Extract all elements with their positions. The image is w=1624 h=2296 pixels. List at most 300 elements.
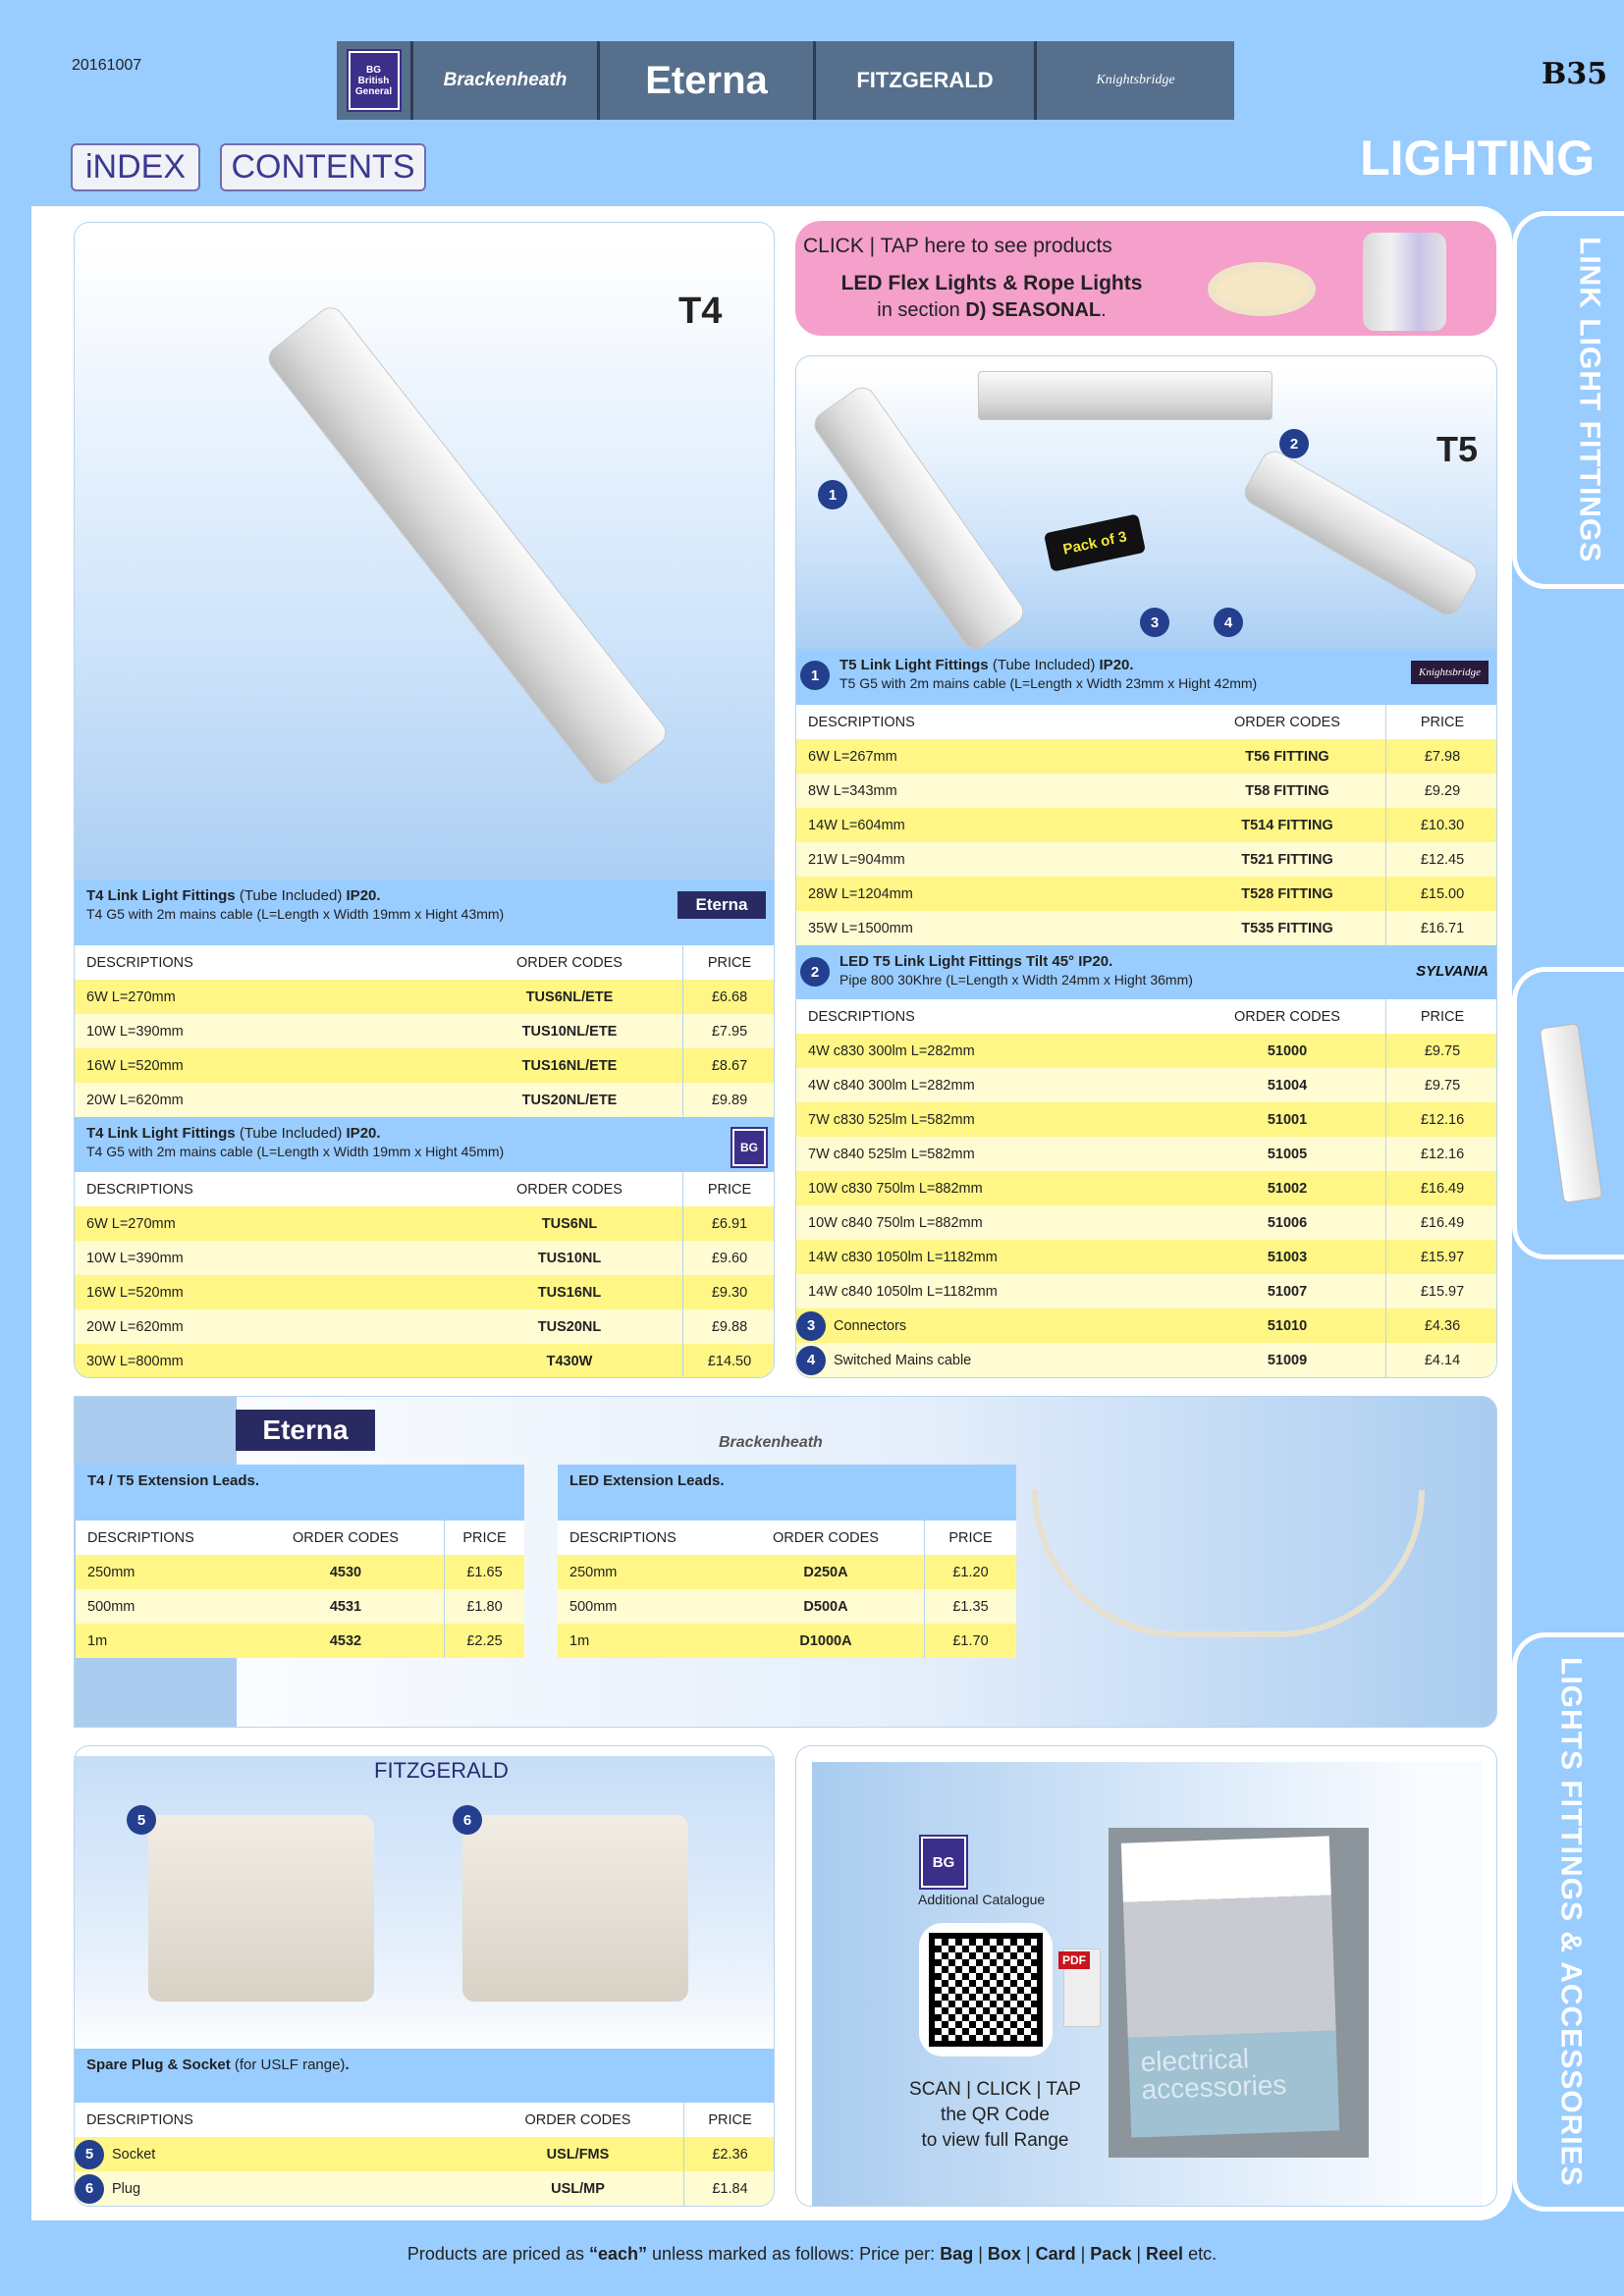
t5-label: T5 <box>1436 429 1479 469</box>
t4-card <box>74 222 775 1378</box>
side-tab-link-light-fittings[interactable] <box>1512 211 1624 589</box>
price-cell: £16.49 <box>1385 1205 1497 1240</box>
price-cell: £1.84 <box>683 2171 775 2206</box>
desc-cell <box>75 1354 457 1369</box>
price-cell: £9.88 <box>682 1309 775 1344</box>
plug-socket-photo <box>75 1756 774 2058</box>
callout-2: 2 <box>1279 429 1309 458</box>
table-title-band <box>796 649 1497 705</box>
table-row[interactable] <box>796 1068 1497 1102</box>
desc-cell <box>796 1147 1189 1162</box>
code-cell: 51002 <box>1267 1180 1308 1197</box>
promo-section-name: D) SEASONAL <box>965 299 1102 321</box>
led-t5-tilt-image <box>1240 447 1483 620</box>
brand-logo-strip <box>337 41 1234 120</box>
table-title <box>86 2056 350 2074</box>
callout-4: 4 <box>1214 608 1243 637</box>
desc-cell <box>796 1311 1189 1341</box>
code-cell: TUS16NL/ETE <box>521 1057 618 1074</box>
desc-cell <box>796 749 1189 765</box>
table-row[interactable] <box>796 911 1497 945</box>
table-title-note: (Tube Included) <box>239 887 343 904</box>
unit-bag: Bag <box>940 2244 974 2264</box>
code-cell: ORDER CODES <box>524 2111 631 2128</box>
code-cell: 4532 <box>329 1632 362 1649</box>
catalogue-date: 20161007 <box>72 57 142 74</box>
desc-text: DESCRIPTIONS <box>86 1181 193 1198</box>
code-cell: 51007 <box>1267 1283 1308 1300</box>
table-title <box>86 887 504 905</box>
callout-5: 5 <box>127 1805 156 1835</box>
item-badge: 4 <box>796 1346 826 1375</box>
table-title-main: T5 Link Light Fittings <box>839 657 989 673</box>
socket-image <box>148 1815 374 2002</box>
table-row[interactable] <box>75 1344 775 1378</box>
price-cell: PRICE <box>682 945 775 980</box>
table-subtitle: Pipe 800 30Khre (L=Length x Width 24mm x Hight 36mm) <box>839 972 1193 988</box>
t5-fitting-image <box>809 382 1029 655</box>
code-cell: 51009 <box>1267 1352 1308 1368</box>
code-cell: 4531 <box>329 1598 362 1615</box>
table-row[interactable] <box>75 1014 775 1048</box>
extension-leads-section <box>74 1396 1497 1728</box>
item-badge: 3 <box>796 1311 826 1341</box>
qr-code[interactable] <box>919 1923 1053 2056</box>
table-title-note: (Tube Included) <box>239 1125 343 1142</box>
desc-cell <box>76 1565 247 1580</box>
catalogue-cover[interactable] <box>1109 1828 1369 2158</box>
code-cell: 51003 <box>1267 1249 1308 1265</box>
table-row[interactable] <box>76 1624 524 1658</box>
contents-button[interactable]: CONTENTS <box>220 143 426 191</box>
price-cell: £1.20 <box>924 1555 1016 1589</box>
cta-line-3: to view full Range <box>921 2130 1069 2151</box>
table-row[interactable] <box>796 1274 1497 1308</box>
fitzgerald-logo[interactable]: FITZGERALD <box>816 41 1037 120</box>
t5-product-photo <box>796 366 1496 659</box>
desc-text: 14W L=604mm <box>808 817 905 833</box>
t4-eterna-table <box>75 880 775 1117</box>
table-row[interactable] <box>796 1137 1497 1171</box>
desc-text: 30W L=800mm <box>86 1353 184 1369</box>
code-cell: TUS6NL <box>541 1215 598 1232</box>
pdf-label: PDF <box>1058 1951 1090 1969</box>
table-header-row <box>558 1521 1016 1555</box>
desc-cell <box>796 783 1189 799</box>
code-cell: TUS6NL/ETE <box>525 988 614 1005</box>
desc-cell <box>796 1346 1189 1375</box>
desc-text: 16W L=520mm <box>86 1284 184 1301</box>
eterna-logo: Eterna <box>236 1410 375 1451</box>
led-extension-table <box>558 1465 1016 1658</box>
desc-cell <box>796 1043 1189 1059</box>
brackenheath-logo: Brackenheath <box>719 1434 823 1451</box>
price-cell: £9.30 <box>682 1275 775 1309</box>
desc-cell <box>796 1009 1189 1025</box>
table-header-row <box>75 2103 775 2137</box>
desc-text: 7W c830 525lm L=582mm <box>808 1111 975 1128</box>
price-cell: £1.70 <box>924 1624 1016 1658</box>
item-badge: 5 <box>75 2140 104 2169</box>
table-row[interactable] <box>75 1206 775 1241</box>
item-badge: 6 <box>75 2174 104 2204</box>
table-title-main: T4 Link Light Fittings <box>86 887 236 904</box>
t4-bg-table <box>75 1117 775 1378</box>
led-t5-fitting-image <box>978 371 1272 420</box>
callout-6: 6 <box>453 1805 482 1835</box>
desc-text: Connectors <box>834 1317 907 1334</box>
table-title-main: Spare Plug & Socket <box>86 2056 231 2073</box>
price-cell: PRICE <box>683 2103 775 2137</box>
desc-text: 4W c830 300lm L=282mm <box>808 1042 975 1059</box>
desc-text: 35W L=1500mm <box>808 920 913 936</box>
price-cell: £9.89 <box>682 1083 775 1117</box>
price-cell: £6.91 <box>682 1206 775 1241</box>
code-cell: 51006 <box>1267 1214 1308 1231</box>
table-row[interactable] <box>796 1240 1497 1274</box>
section-title: LIGHTING <box>1360 131 1595 186</box>
price-cell: £9.75 <box>1385 1068 1497 1102</box>
desc-text: DESCRIPTIONS <box>808 714 915 730</box>
table-row[interactable] <box>796 1102 1497 1137</box>
desc-text: 10W L=390mm <box>86 1250 184 1266</box>
price-cell: £10.30 <box>1385 808 1497 842</box>
code-cell: 51000 <box>1267 1042 1308 1059</box>
price-cell: £4.36 <box>1385 1308 1497 1343</box>
table-title <box>569 1472 725 1490</box>
code-cell: D250A <box>803 1564 848 1580</box>
price-cell: £4.14 <box>1385 1343 1497 1377</box>
code-cell: ORDER CODES <box>516 954 623 971</box>
extension-lead-image <box>1032 1490 1425 1637</box>
desc-cell <box>558 1599 728 1615</box>
t5-card <box>795 355 1497 1378</box>
desc-cell <box>76 1599 247 1615</box>
desc-text: DESCRIPTIONS <box>808 1008 915 1025</box>
price-cell: PRICE <box>444 1521 524 1555</box>
desc-text: 8W L=343mm <box>808 782 897 799</box>
footer-mid: unless marked as follows: Price per: <box>652 2244 936 2264</box>
desc-cell <box>75 2112 472 2128</box>
table-title-note: (Tube Included) <box>992 657 1096 673</box>
desc-text: 6W L=270mm <box>86 988 176 1005</box>
desc-text: 250mm <box>87 1564 135 1580</box>
table-title <box>87 1472 259 1490</box>
table-row[interactable] <box>75 1275 775 1309</box>
price-cell: £2.25 <box>444 1624 524 1658</box>
table-title-suffix: . <box>345 2056 350 2073</box>
price-cell: £9.75 <box>1385 1034 1497 1068</box>
t4-label: T4 <box>678 291 723 332</box>
item-badge: 2 <box>800 957 830 987</box>
table-title <box>86 1125 504 1143</box>
desc-cell <box>75 2174 472 2204</box>
code-cell: TUS16NL <box>537 1284 602 1301</box>
unit-pack: Pack <box>1090 2244 1132 2264</box>
table-title-note: (for USLF range) <box>234 2056 346 2073</box>
unit-card: Card <box>1035 2244 1076 2264</box>
led-t5-table <box>796 945 1497 1377</box>
desc-cell <box>558 1633 728 1649</box>
desc-text: DESCRIPTIONS <box>86 2111 193 2128</box>
desc-cell <box>75 1058 457 1074</box>
desc-cell <box>558 1530 728 1546</box>
desc-cell <box>558 1565 728 1580</box>
item-badge: 1 <box>800 661 830 690</box>
table-subtitle: T5 G5 with 2m mains cable (L=Length x Width 23mm x Hight 42mm) <box>839 675 1258 691</box>
price-cell: £15.97 <box>1385 1240 1497 1274</box>
desc-text: 20W L=620mm <box>86 1092 184 1108</box>
table-title-block <box>839 953 1193 988</box>
desc-cell <box>796 1078 1189 1094</box>
side-tab-lights-fittings-accessories[interactable] <box>1512 1632 1624 2212</box>
table-title-band <box>75 880 775 945</box>
desc-text: 28W L=1204mm <box>808 885 913 902</box>
brand-logo: Knightsbridge <box>1411 661 1489 684</box>
brand-logo: BG <box>732 1129 766 1166</box>
table-title-main: T4 Link Light Fittings <box>86 1125 236 1142</box>
table-row[interactable] <box>76 1555 524 1589</box>
knightsbridge-logo[interactable]: Knightsbridge <box>1096 73 1175 87</box>
price-cell: £15.97 <box>1385 1274 1497 1308</box>
unit-reel: Reel <box>1146 2244 1184 2264</box>
eterna-logo[interactable]: Eterna <box>600 41 816 120</box>
table-header-row <box>75 945 775 980</box>
table-row[interactable] <box>796 877 1497 911</box>
promo-line1: here to see products <box>924 235 1112 257</box>
table-subtitle: T4 G5 with 2m mains cable (L=Length x Width 19mm x Hight 45mm) <box>86 1144 505 1159</box>
desc-cell <box>76 1530 247 1546</box>
code-cell: 51010 <box>1267 1317 1308 1334</box>
table-subtitle: T4 G5 with 2m mains cable (L=Length x Width 19mm x Hight 43mm) <box>86 906 505 922</box>
table-row[interactable] <box>796 739 1497 774</box>
desc-cell <box>796 818 1189 833</box>
price-cell: £16.71 <box>1385 911 1497 945</box>
code-cell: TUS10NL <box>537 1250 602 1266</box>
code-cell: T58 FITTING <box>1245 782 1329 799</box>
spare-plug-card <box>74 1745 775 2207</box>
price-cell: £6.68 <box>682 980 775 1014</box>
code-cell: ORDER CODES <box>293 1529 399 1546</box>
price-cell: PRICE <box>682 1172 775 1206</box>
index-button[interactable]: iNDEX <box>71 143 200 191</box>
code-cell: T535 FITTING <box>1241 920 1333 936</box>
desc-cell <box>75 1251 457 1266</box>
callout-1: 1 <box>818 480 847 509</box>
desc-text: 500mm <box>569 1598 618 1615</box>
table-title-block <box>86 887 504 923</box>
footer-end: etc. <box>1188 2244 1218 2264</box>
price-cell: £9.60 <box>682 1241 775 1275</box>
table-header-row <box>796 705 1497 739</box>
code-cell: TUS10NL/ETE <box>521 1023 618 1040</box>
pack-of-3-label: Pack of 3 <box>1044 513 1146 572</box>
cta-line-2: the QR Code <box>941 2105 1050 2125</box>
promo-period: . <box>1101 299 1107 321</box>
code-cell: TUS20NL/ETE <box>521 1092 618 1108</box>
promo-section-pre: in section <box>877 299 960 321</box>
desc-text: 1m <box>87 1632 108 1649</box>
side-tab-label: LIGHTS FITTINGS & ACCESSORIES <box>1554 1657 1588 2187</box>
desc-text: 7W c840 525lm L=582mm <box>808 1146 975 1162</box>
table-title-suffix: IP20. <box>346 1125 381 1142</box>
table-header-row <box>796 999 1497 1034</box>
desc-cell <box>796 921 1189 936</box>
table-title-block <box>87 1472 259 1490</box>
code-cell: USL/MP <box>551 2180 605 2197</box>
desc-text: 6W L=270mm <box>86 1215 176 1232</box>
table-row[interactable] <box>76 1589 524 1624</box>
table-row[interactable] <box>75 2171 775 2206</box>
cover-title: electrical accessories <box>1140 2043 1287 2106</box>
desc-text: 21W L=904mm <box>808 851 905 868</box>
table-row[interactable] <box>75 1241 775 1275</box>
fitzgerald-logo: FITZGERALD <box>374 1758 509 1783</box>
desc-cell <box>796 1215 1189 1231</box>
table-row[interactable] <box>796 1308 1497 1343</box>
footer-pre: Products are priced as <box>406 2244 584 2264</box>
desc-text: Switched Mains cable <box>834 1352 972 1368</box>
desc-cell <box>76 1633 247 1649</box>
callout-3: 3 <box>1140 608 1169 637</box>
unit-box: Box <box>987 2244 1021 2264</box>
desc-text: 10W c840 750lm L=882mm <box>808 1214 983 1231</box>
table-row[interactable] <box>558 1555 1016 1589</box>
desc-text: 16W L=520mm <box>86 1057 184 1074</box>
desc-text: Socket <box>112 2146 156 2163</box>
table-title-block <box>86 1125 504 1160</box>
price-cell: £12.45 <box>1385 842 1497 877</box>
t4-product-photo <box>75 246 774 903</box>
spare-plug-table <box>75 2049 775 2206</box>
table-row[interactable] <box>796 1205 1497 1240</box>
side-tab-label: LINK LIGHT FITTINGS <box>1573 237 1606 563</box>
desc-text: 14W c840 1050lm L=1182mm <box>808 1283 998 1300</box>
price-cell: £12.16 <box>1385 1137 1497 1171</box>
table-title-block <box>569 1472 725 1490</box>
code-cell: 51005 <box>1267 1146 1308 1162</box>
price-cell: PRICE <box>924 1521 1016 1555</box>
brackenheath-logo[interactable]: Brackenheath <box>413 41 600 120</box>
desc-cell <box>796 886 1189 902</box>
code-cell: 51004 <box>1267 1077 1308 1094</box>
price-cell: PRICE <box>1385 999 1497 1034</box>
desc-text: DESCRIPTIONS <box>569 1529 677 1546</box>
table-title <box>839 953 1193 971</box>
table-title-suffix: IP20. <box>346 887 381 904</box>
price-cell: £1.80 <box>444 1589 524 1624</box>
code-cell: ORDER CODES <box>1234 714 1340 730</box>
table-title-band <box>75 2049 775 2103</box>
plug-image <box>462 1815 688 2002</box>
table-row[interactable] <box>75 980 775 1014</box>
fitting-thumbnail-icon <box>1539 1023 1602 1203</box>
qr-code-icon <box>935 1939 1037 2041</box>
desc-cell <box>75 1182 457 1198</box>
table-row[interactable] <box>558 1589 1016 1624</box>
code-cell: T430W <box>546 1353 593 1369</box>
table-row[interactable] <box>75 2137 775 2171</box>
promo-product-line: LED Flex Lights & Rope Lights <box>840 272 1143 294</box>
brand-logo: Eterna <box>677 891 766 919</box>
cover-page <box>1121 1836 1339 2137</box>
desc-cell <box>796 1250 1189 1265</box>
table-header-row <box>75 1172 775 1206</box>
pdf-icon[interactable] <box>1063 1949 1101 2027</box>
side-tab-thumbnail[interactable] <box>1512 967 1624 1259</box>
desc-cell <box>796 1112 1189 1128</box>
bg-logo[interactable] <box>337 41 413 120</box>
code-cell: ORDER CODES <box>1234 1008 1340 1025</box>
desc-text: 4W c840 300lm L=282mm <box>808 1077 975 1094</box>
desc-cell <box>796 852 1189 868</box>
desc-text: 6W L=267mm <box>808 748 897 765</box>
brand-logo: SYLVANIA <box>1416 963 1489 980</box>
code-cell: 4530 <box>329 1564 362 1580</box>
table-row[interactable] <box>796 842 1497 877</box>
table-title-block <box>86 2056 350 2074</box>
table-title-band <box>558 1465 1016 1521</box>
desc-text: Plug <box>112 2180 141 2197</box>
code-cell: ORDER CODES <box>516 1181 623 1198</box>
code-cell: T514 FITTING <box>1241 817 1333 833</box>
t4-fitting-image <box>263 302 672 790</box>
desc-text: DESCRIPTIONS <box>87 1529 194 1546</box>
desc-cell <box>75 1024 457 1040</box>
desc-text: 14W c830 1050lm L=1182mm <box>808 1249 998 1265</box>
code-cell: TUS20NL <box>537 1318 602 1335</box>
table-row[interactable] <box>796 774 1497 808</box>
table-row[interactable] <box>75 1309 775 1344</box>
table-row[interactable] <box>75 1048 775 1083</box>
table-title-main: LED T5 Link Light Fittings Tilt 45° IP20. <box>839 953 1113 970</box>
table-row[interactable] <box>796 1343 1497 1377</box>
table-title-band <box>796 945 1497 999</box>
desc-text: 10W L=390mm <box>86 1023 184 1040</box>
bg-logo: BG <box>921 1837 966 1888</box>
table-row[interactable] <box>796 1171 1497 1205</box>
desc-cell <box>75 955 457 971</box>
price-cell: £12.16 <box>1385 1102 1497 1137</box>
desc-cell <box>75 1319 457 1335</box>
table-title <box>839 657 1257 674</box>
desc-cell <box>796 715 1189 730</box>
table-title-block <box>839 657 1257 692</box>
desc-cell <box>75 989 457 1005</box>
seasonal-promo-banner[interactable] <box>795 221 1496 336</box>
t4-t5-extension-table <box>76 1465 524 1658</box>
table-row[interactable] <box>558 1624 1016 1658</box>
table-row[interactable] <box>796 1034 1497 1068</box>
code-cell: USL/FMS <box>546 2146 610 2163</box>
page-number: B35 <box>1542 57 1608 91</box>
price-cell: £2.36 <box>683 2137 775 2171</box>
desc-text: 10W c830 750lm L=882mm <box>808 1180 983 1197</box>
code-cell: D1000A <box>799 1632 852 1649</box>
table-title-main: T4 / T5 Extension Leads. <box>87 1472 260 1489</box>
code-cell: 51001 <box>1267 1111 1308 1128</box>
desc-cell <box>796 1284 1189 1300</box>
table-row[interactable] <box>75 1083 775 1117</box>
table-row[interactable] <box>796 808 1497 842</box>
footer-each: “each” <box>589 2244 648 2264</box>
rope-light-reel-image <box>1363 233 1446 331</box>
price-cell: £7.95 <box>682 1014 775 1048</box>
price-cell: £1.35 <box>924 1589 1016 1624</box>
table-title-band <box>76 1465 524 1521</box>
price-cell: £9.29 <box>1385 774 1497 808</box>
table-title-suffix: IP20. <box>1099 657 1134 673</box>
